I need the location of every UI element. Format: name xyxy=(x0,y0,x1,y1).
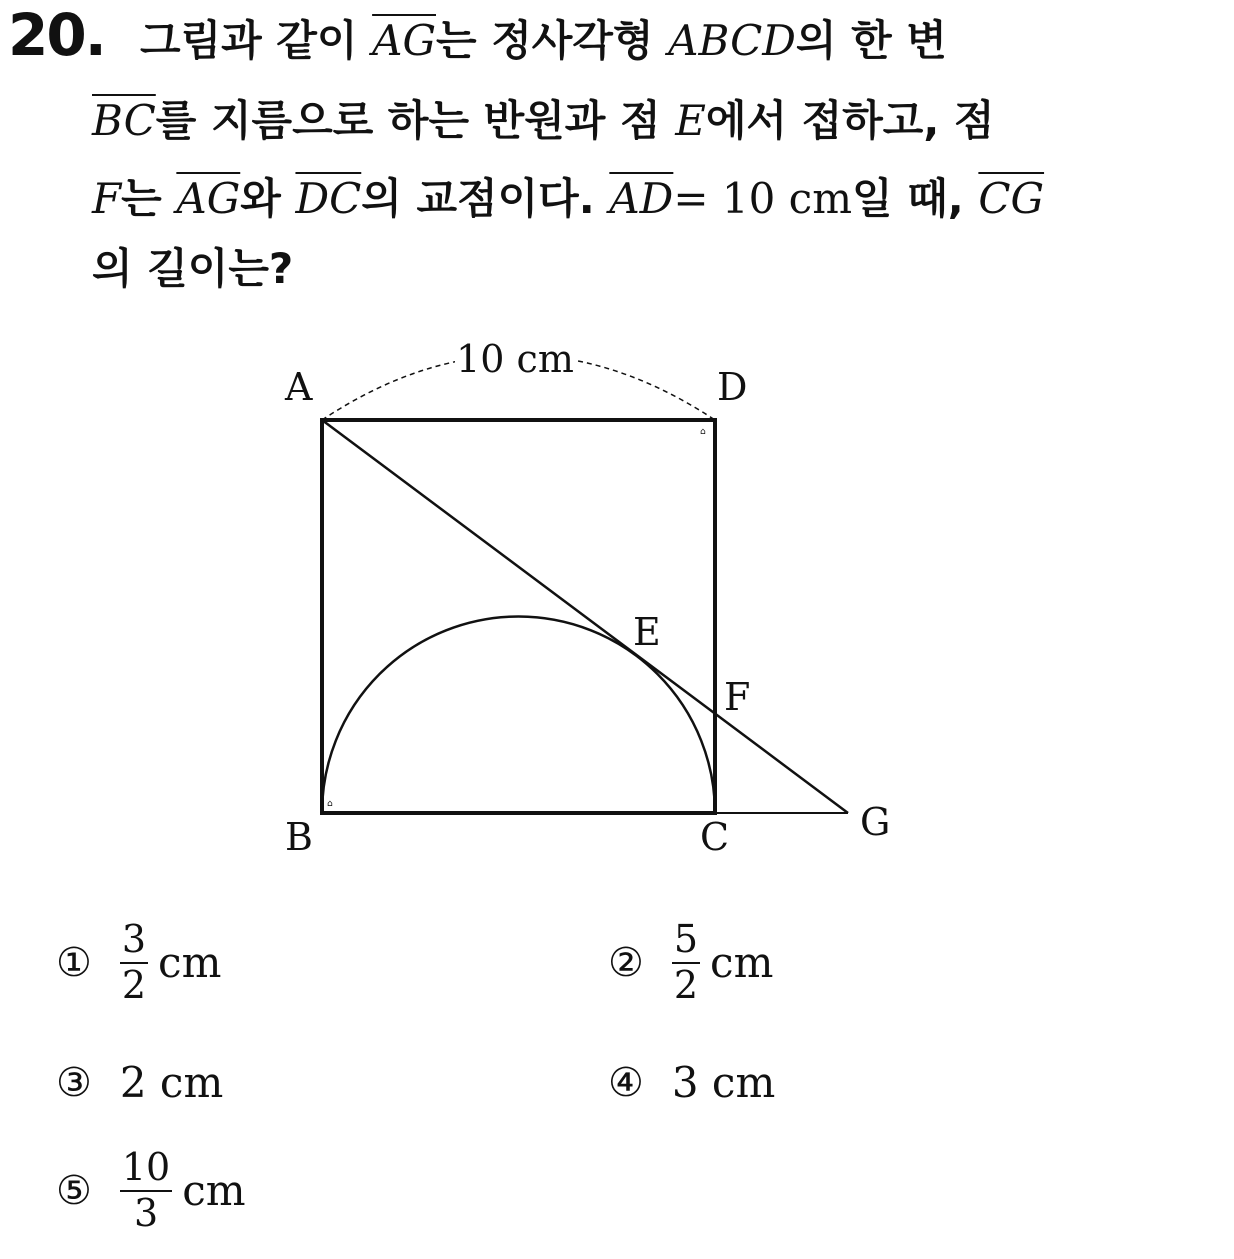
question-line-4: 의 길이는? xyxy=(92,244,294,293)
point-e: E xyxy=(675,96,706,145)
unit: cm xyxy=(182,1166,246,1216)
choice-4[interactable] xyxy=(608,1058,775,1107)
label-b: B xyxy=(285,815,313,859)
label-d: D xyxy=(717,365,748,409)
question-line-3: F는 $\overline{AG}$와 $\overline{DC}$의 교점이다. $\overline{AD}= 10$ cm일 때, $\overline{CG}$ xyxy=(92,174,1045,223)
corner-mark-b: ⌂ xyxy=(327,799,333,809)
choice-marker: ⑤ xyxy=(56,1167,92,1214)
choice-marker: ② xyxy=(608,939,644,986)
choice-3[interactable] xyxy=(56,1058,223,1107)
label-g: G xyxy=(860,800,891,844)
label-a: A xyxy=(285,365,313,409)
choice-marker: ④ xyxy=(608,1059,644,1106)
square-abcd: ABCD xyxy=(668,16,796,65)
choice-1[interactable] xyxy=(56,917,222,1007)
unit: cm xyxy=(710,938,774,988)
question-line-2: $\overline{BC}$를 지름으로 하는 반원과 점 E에서 접하고, 점 xyxy=(92,96,995,145)
label-e: E xyxy=(633,610,661,654)
label-c: C xyxy=(700,815,730,859)
choice-value: 2 cm xyxy=(119,1058,224,1107)
corner-mark-d: ⌂ xyxy=(700,427,706,437)
question-line-1: 그림과 같이 $\overline{AG}$는 정사각형 ABCD의 한 변 xyxy=(140,16,947,65)
segment-bc: $\overline{BC}$ xyxy=(92,96,156,145)
fraction: $\frac{10}{3}$ xyxy=(121,1145,171,1235)
segment-ag-2: $\overline{AG}$ xyxy=(176,174,241,223)
side-length-label: 10 cm xyxy=(456,337,574,381)
segment-dc: $\overline{DC}$ xyxy=(295,174,362,223)
segment-ad: $\overline{AD}$ xyxy=(609,174,674,223)
choice-2[interactable] xyxy=(608,917,774,1007)
segment-cg: $\overline{CG}$ xyxy=(978,174,1045,223)
choice-value: 3 cm xyxy=(671,1058,776,1107)
choice-marker: ① xyxy=(56,939,92,986)
question-number: 20. xyxy=(8,1,105,69)
label-f: F xyxy=(724,675,751,719)
unit: cm xyxy=(158,938,222,988)
choice-marker: ③ xyxy=(56,1059,92,1106)
fraction: $\frac{5}{2}$ xyxy=(673,917,699,1007)
point-f: F xyxy=(92,174,122,223)
tangent-line-ag xyxy=(322,420,848,813)
fraction: $\frac{3}{2}$ xyxy=(121,917,147,1007)
segment-ag: $\overline{AG}$ xyxy=(372,16,436,65)
choice-5[interactable] xyxy=(56,1145,246,1235)
